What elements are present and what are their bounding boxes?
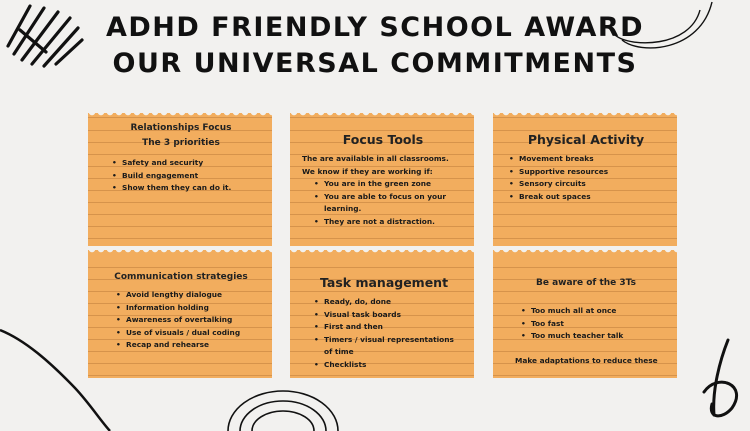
card-title: Communication strategies <box>114 272 248 282</box>
list-item: • Visual task boards <box>314 309 464 322</box>
card-list <box>100 157 262 195</box>
list-item: • Build engagement <box>112 170 262 183</box>
list-item: • Supportive resources <box>509 166 667 179</box>
card-be-aware-3ts <box>493 250 677 378</box>
list-item: • Too fast <box>521 318 667 331</box>
card-footer: Make adaptations to reduce these <box>515 355 658 365</box>
card-list <box>505 305 667 343</box>
list-item: • Checklists <box>314 359 464 372</box>
list-item: • You are able to focus on your learning. <box>314 191 464 216</box>
card-physical-activity <box>493 113 677 246</box>
list-item: • Show them they can do it. <box>112 182 262 195</box>
list-item: • Timers / visual representations of time <box>314 334 464 359</box>
list-item: • Awareness of overtalking <box>116 314 262 327</box>
list-item: • You are in the green zone <box>314 178 464 191</box>
list-item: • Too much all at once <box>521 305 667 318</box>
list-item: • Avoid lengthy dialogue <box>116 289 262 302</box>
swirl-right <box>704 340 737 416</box>
card-list <box>505 153 667 203</box>
arcs-bottom <box>228 391 338 431</box>
list-item: • Too much teacher talk <box>521 330 667 343</box>
card-list <box>100 289 262 352</box>
list-item: • Break out spaces <box>509 191 667 204</box>
card-title: Focus Tools <box>342 132 424 147</box>
list-item: • Safety and security <box>112 157 262 170</box>
card-intro: The are available in all classrooms. We know if they are working if: <box>302 154 449 176</box>
list-item: • Sensory circuits <box>509 178 667 191</box>
list-item: • Movement breaks <box>509 153 667 166</box>
list-item: • They are not a distraction. <box>314 216 464 229</box>
card-title: Physical Activity <box>527 132 645 147</box>
card-list <box>302 178 464 228</box>
card-focus-tools <box>290 113 474 246</box>
card-list <box>302 296 464 371</box>
card-task-management <box>290 250 474 378</box>
list-item: • Information holding <box>116 302 262 315</box>
card-relationships-focus <box>88 113 272 246</box>
card-title: Relationships Focus <box>130 123 232 133</box>
page-title-line-2: OUR UNIVERSAL COMMITMENTS <box>112 48 638 79</box>
page-title-line-1: ADHD FRIENDLY SCHOOL AWARD <box>105 12 645 43</box>
card-title: Be aware of the 3Ts <box>536 278 636 288</box>
list-item: • Recap and rehearse <box>116 339 262 352</box>
list-item: • First and then <box>314 321 464 334</box>
card-subtitle: The 3 priorities <box>142 138 220 148</box>
list-item: • Ready, do, done <box>314 296 464 309</box>
card-communication-strategies <box>88 250 272 378</box>
card-title: Task management <box>320 275 449 290</box>
list-item: • Use of visuals / dual coding <box>116 327 262 340</box>
